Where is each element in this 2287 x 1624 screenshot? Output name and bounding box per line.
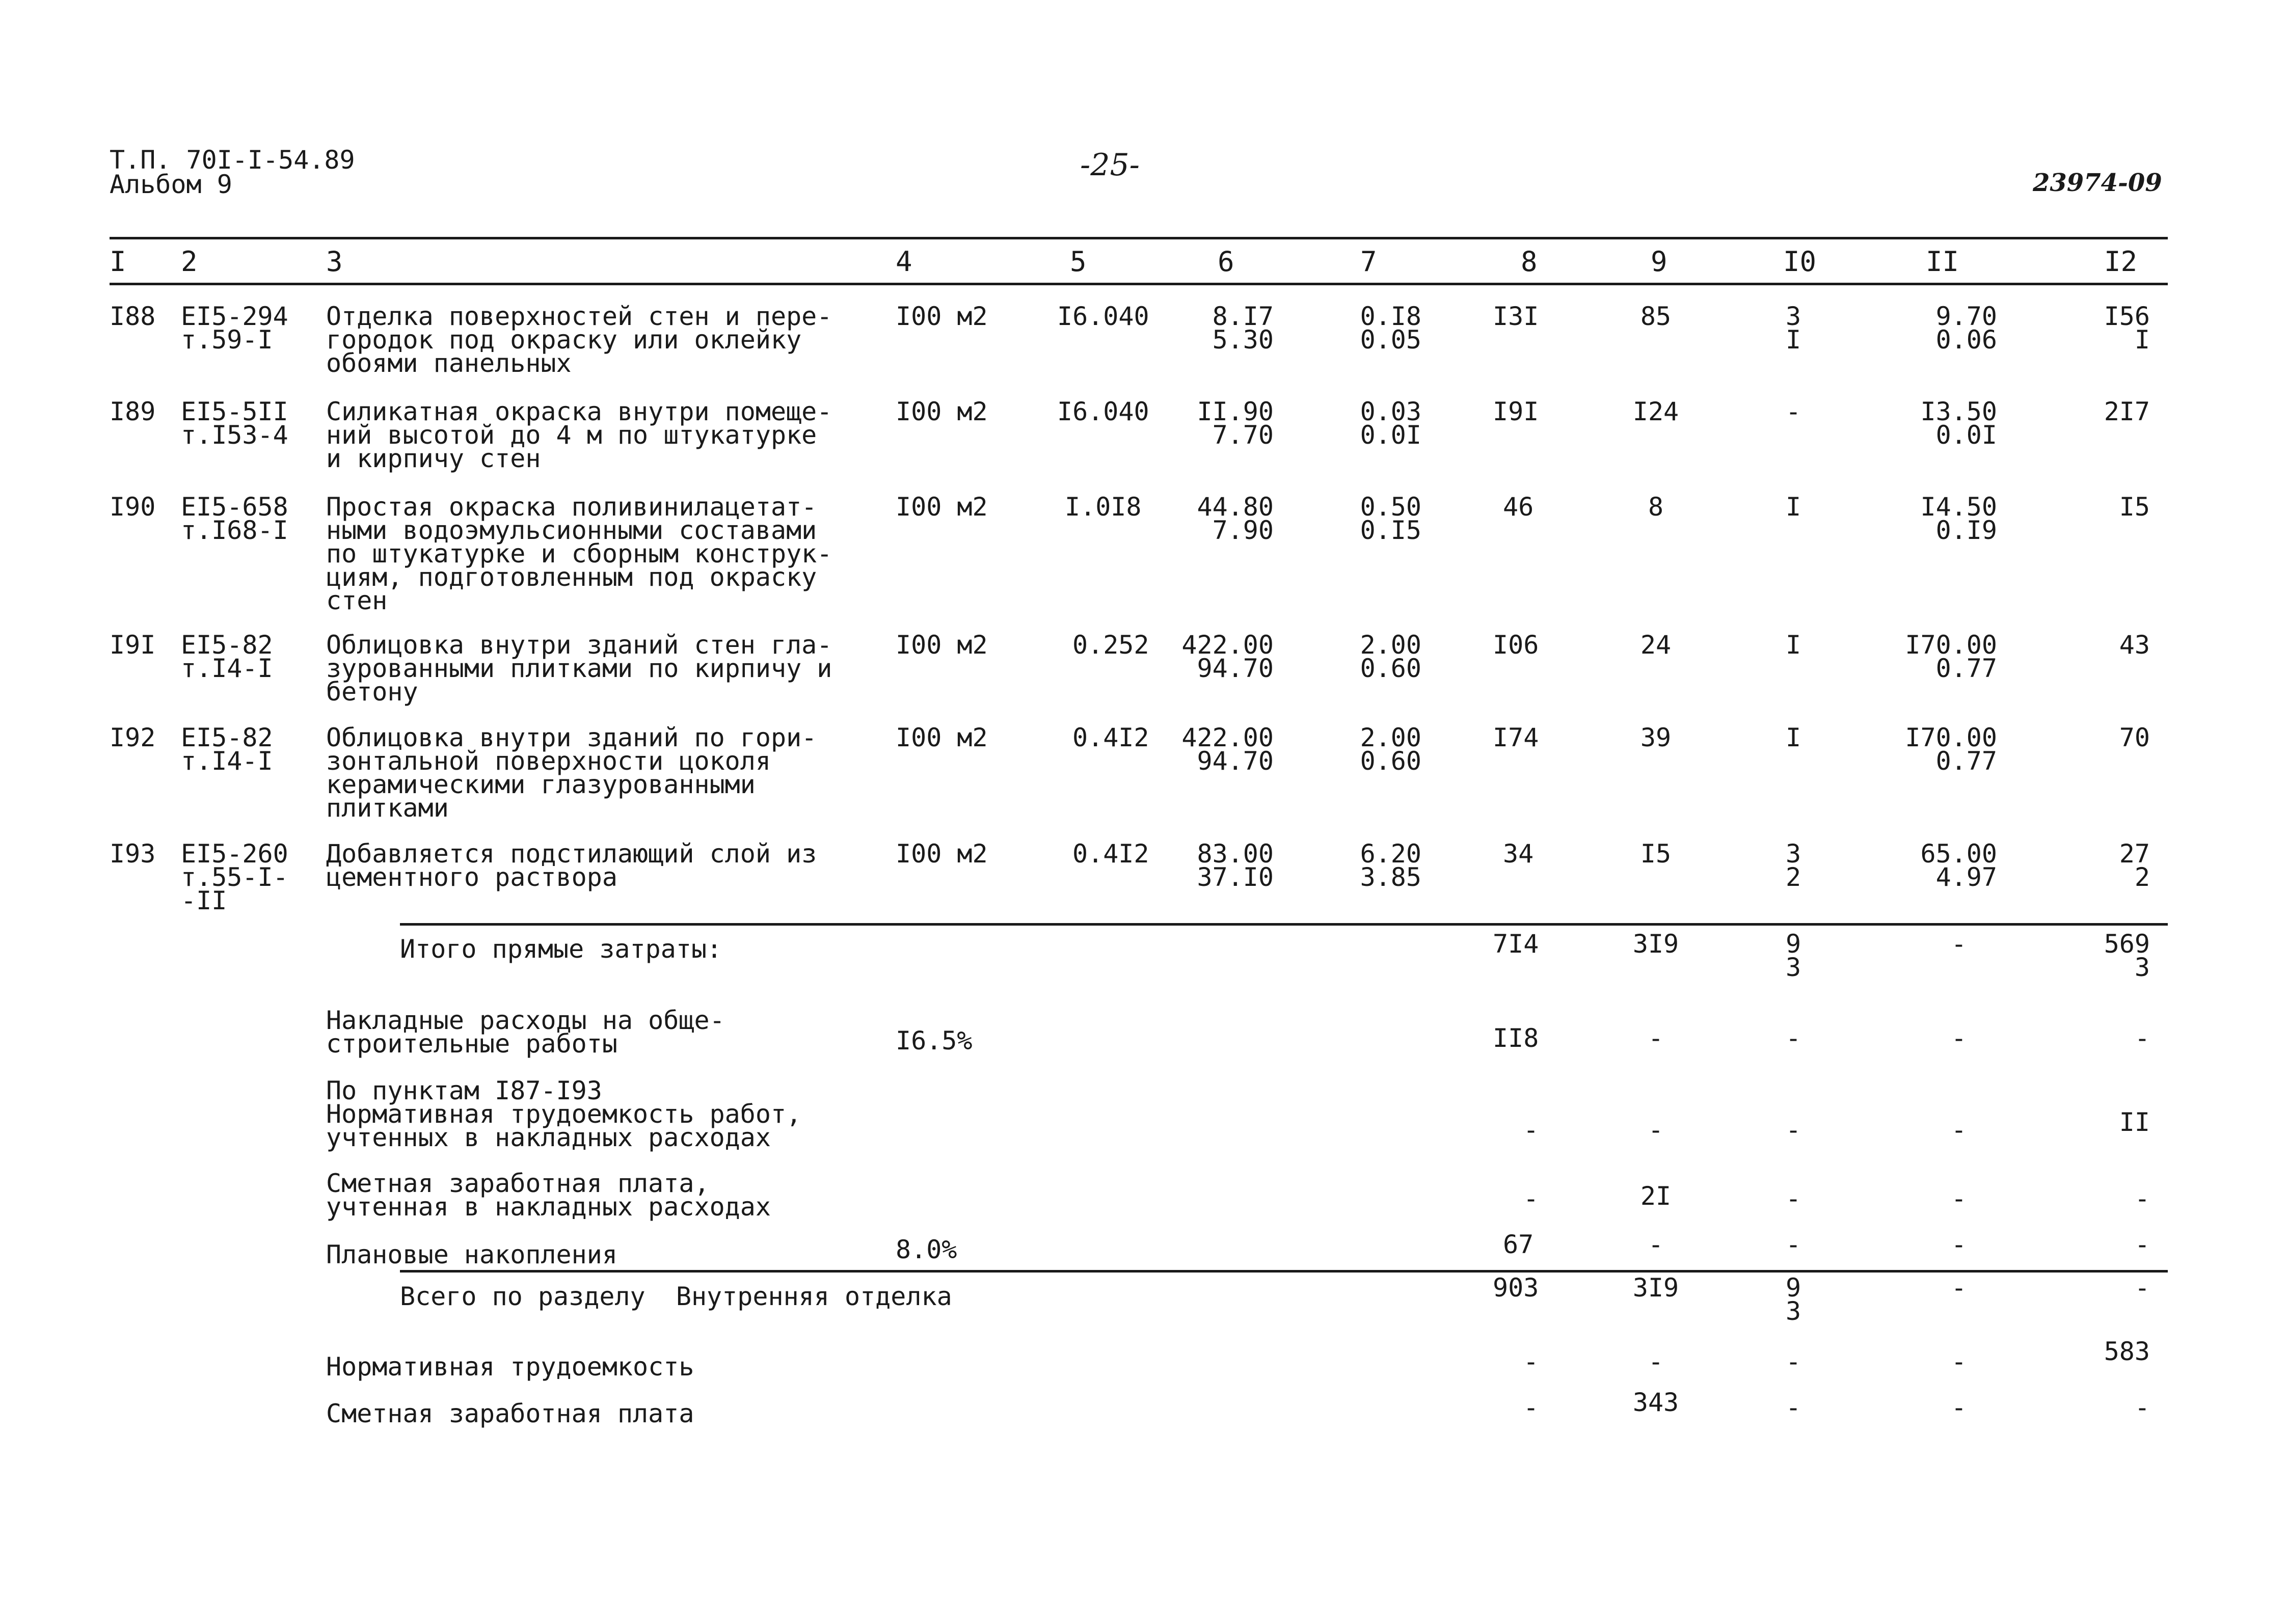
machine-cost: 3 2 [1785,839,1801,892]
quantity: I6.040 [1057,397,1149,426]
labor-total: 2I7 [2104,397,2150,426]
quantity: 0.4I2 [1072,723,1149,752]
total-cost: - [1523,1393,1539,1422]
unit-wage: 0.03 0.0I [1360,397,1421,450]
labor-unit: - [1951,1184,1967,1213]
unit: I00 м2 [896,302,988,331]
unit-cost: 422.00 94.70 [1181,723,1274,776]
total-cost: - [1523,1115,1539,1145]
row-number: I90 [110,492,156,522]
summary-label: Сметная заработная плата, учтенная в накладных расходах [326,1169,771,1222]
savings-percent: 8.0% [896,1235,957,1264]
unit: I00 м2 [896,397,988,426]
labor-total: - [2134,1023,2150,1053]
total-wage: 24 [1640,630,1672,660]
col-header-6: 6 [1218,246,1234,278]
labor-total: 43 [2119,630,2150,660]
col-header-12: I2 [2104,246,2138,278]
total-wage: 2I [1640,1181,1672,1211]
summary-label: Плановые накопления [326,1240,617,1269]
document-code: Т.П. 70I-I-54.89 [110,145,355,175]
document-id [110,145,355,199]
labor-total: 569 3 [2104,929,2150,982]
labor-unit: I70.00 0.77 [1905,630,1997,683]
unit-wage: 2.00 0.60 [1360,723,1421,776]
total-wage: I24 [1632,397,1679,426]
unit-wage: 0.I8 0.05 [1360,302,1421,355]
unit-cost: 83.00 37.I0 [1197,839,1274,892]
rate-code: EI5-260 т.55-I- -II [181,839,288,915]
total-cost: - [1523,1347,1539,1376]
labor-unit: I4.50 0.I9 [1920,492,1997,545]
unit: I00 м2 [896,723,988,752]
total-cost: 46 [1503,492,1534,522]
labor-unit: I3.50 0.0I [1920,397,1997,450]
col-header-7: 7 [1360,246,1377,278]
machine-cost: I [1785,492,1801,522]
labor-total: - [2134,1393,2150,1422]
items-reference: По пунктам I87-I93 [326,1076,602,1105]
labor-total: - [2134,1273,2150,1303]
total-cost: II8 [1493,1023,1539,1053]
rate-code: EI5-5II т.I53-4 [181,397,288,450]
machine-cost: I [1785,630,1801,660]
summary-label: Всего по разделу Внутренняя отделка [400,1282,952,1311]
total-wage: 85 [1640,302,1672,331]
col-header-3: 3 [326,246,343,278]
unit-wage: 0.50 0.I5 [1360,492,1421,545]
labor-total: I5 [2119,492,2150,522]
inventory-number: 23974-09 [2033,169,2162,197]
machine-cost: - [1785,1023,1801,1053]
rate-code: EI5-82 т.I4-I [181,630,273,683]
total-cost: 67 [1503,1230,1534,1259]
rate-code: EI5-658 т.I68-I [181,492,288,545]
labor-unit: 9.70 0.06 [1935,302,1997,355]
work-description: Облицовка внутри зданий по гори- зонтальной поверхности цоколя керамическими глазурованными плитками [326,723,817,823]
quantity: I6.040 [1057,302,1149,331]
total-wage: I5 [1640,839,1672,869]
work-description: Отделка поверхностей стен и пере- городок под окраску или оклейку обоями панельных [326,302,832,378]
unit: I00 м2 [896,839,988,869]
summary-label: Нормативная трудоемкость работ, учтенных в накладных расходах [326,1099,802,1152]
machine-cost: - [1785,1347,1801,1376]
total-wage: - [1648,1347,1664,1376]
labor-total: - [2134,1230,2150,1259]
table-header-rule [110,283,2168,285]
unit-wage: 6.20 3.85 [1360,839,1421,892]
row-number: I89 [110,397,156,426]
row-number: I9I [110,630,156,660]
row-number: I88 [110,302,156,331]
total-wage: 39 [1640,723,1672,752]
total-wage: - [1648,1115,1664,1145]
col-header-1: I [110,246,126,278]
unit-wage: 2.00 0.60 [1360,630,1421,683]
unit-cost: 422.00 94.70 [1181,630,1274,683]
machine-cost: - [1785,397,1801,426]
col-header-9: 9 [1651,246,1667,278]
total-wage: - [1648,1230,1664,1259]
machine-cost: - [1785,1115,1801,1145]
summary-label: Накладные расходы на обще- строительные работы [326,1006,725,1059]
labor-unit: - [1951,1393,1967,1422]
total-wage: 3I9 [1632,929,1679,959]
summary-label: Нормативная трудоемкость [326,1352,694,1382]
labor-total: II [2119,1107,2150,1137]
unit-cost: II.90 7.70 [1197,397,1274,450]
total-cost: 903 [1493,1273,1539,1303]
row-number: I93 [110,839,156,869]
labor-unit: I70.00 0.77 [1905,723,1997,776]
labor-unit: - [1951,1273,1967,1303]
subtotal-rule [400,923,2168,926]
labor-unit: - [1951,1347,1967,1376]
work-description: Простая окраска поливинилацетат- ными водоэмульсионными составами по штукатурке и сборным конструк- циям, подготовленным под окраску стен [326,492,832,615]
machine-cost: 9 3 [1785,1273,1801,1326]
unit: I00 м2 [896,630,988,660]
labor-unit: - [1951,1115,1967,1145]
total-wage: 343 [1632,1388,1679,1417]
col-header-5: 5 [1070,246,1087,278]
machine-cost: - [1785,1230,1801,1259]
labor-total: 583 [2104,1337,2150,1366]
machine-cost: - [1785,1393,1801,1422]
work-description: Добавляется подстилающий слой из цементного раствора [326,839,817,892]
labor-total: - [2134,1184,2150,1213]
col-header-2: 2 [181,246,198,278]
labor-unit: 65.00 4.97 [1920,839,1997,892]
total-wage: 3I9 [1632,1273,1679,1303]
machine-cost: - [1785,1184,1801,1213]
labor-total: 70 [2119,723,2150,752]
total-cost: - [1523,1184,1539,1213]
quantity: 0.252 [1072,630,1149,660]
unit-cost: 8.I7 5.30 [1212,302,1274,355]
col-header-10: I0 [1783,246,1817,278]
section-total-rule [400,1270,2168,1273]
rate-code: EI5-294 т.59-I [181,302,288,355]
unit: I00 м2 [896,492,988,522]
col-header-11: II [1926,246,1959,278]
total-wage: 8 [1648,492,1664,522]
total-cost: 7I4 [1493,929,1539,959]
col-header-8: 8 [1521,246,1538,278]
row-number: I92 [110,723,156,752]
total-cost: I9I [1493,397,1539,426]
labor-total: I56 I [2104,302,2150,355]
machine-cost: 3 I [1785,302,1801,355]
total-cost: I3I [1493,302,1539,331]
labor-unit: - [1951,929,1967,959]
total-cost: I06 [1493,630,1539,660]
machine-cost: 9 3 [1785,929,1801,982]
summary-label: Сметная заработная плата [326,1399,694,1428]
work-description: Силикатная окраска внутри помеще- ний высотой до 4 м по штукатурке и кирпичу стен [326,397,832,473]
rate-code: EI5-82 т.I4-I [181,723,273,776]
labor-total: 27 2 [2119,839,2150,892]
quantity: I.0I8 [1065,492,1142,522]
quantity: 0.4I2 [1072,839,1149,869]
work-description: Облицовка внутри зданий стен гла- зурованными плитками по кирпичу и бетону [326,630,832,707]
total-wage: - [1648,1023,1664,1053]
machine-cost: I [1785,723,1801,752]
total-cost: I74 [1493,723,1539,752]
col-header-4: 4 [896,246,912,278]
page-number: -25- [1080,147,1140,183]
summary-label: Итого прямые затраты: [400,934,722,964]
overhead-percent: I6.5% [896,1026,973,1055]
table-top-rule [110,237,2168,239]
album-label: Альбом 9 [110,170,232,199]
unit-cost: 44.80 7.90 [1197,492,1274,545]
labor-unit: - [1951,1023,1967,1053]
labor-unit: - [1951,1230,1967,1259]
total-cost: 34 [1503,839,1534,869]
